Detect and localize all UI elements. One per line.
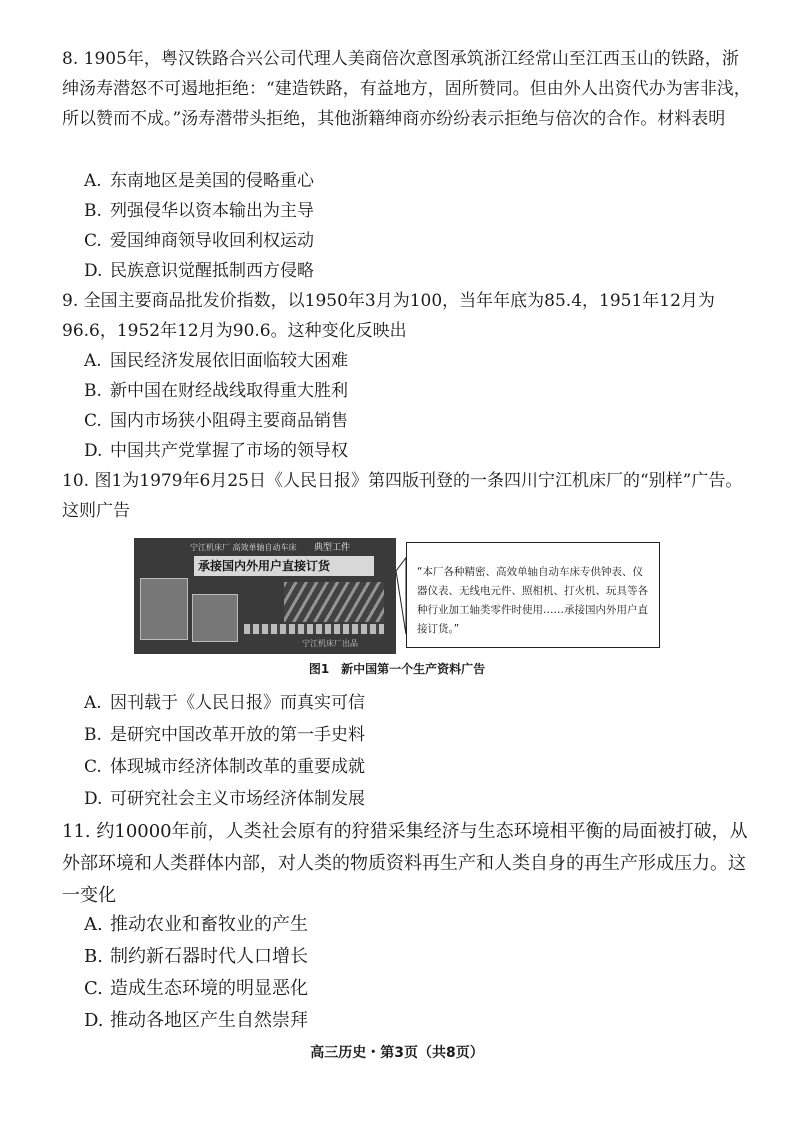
machine-illustration xyxy=(140,578,188,640)
option-text: 可研究社会主义市场经济体制发展 xyxy=(110,789,365,809)
option-b[interactable] xyxy=(84,196,314,226)
option-c[interactable] xyxy=(84,752,365,782)
question-number: 11. xyxy=(62,821,91,842)
option-letter: B. xyxy=(84,725,102,745)
option-b[interactable] xyxy=(84,376,348,406)
option-text: 推动农业和畜牧业的产生 xyxy=(110,914,308,935)
option-c[interactable] xyxy=(84,974,308,1004)
option-a[interactable] xyxy=(84,166,314,196)
machine-illustration xyxy=(192,594,238,642)
question-stem: 约10000年前，人类社会原有的狩猎采集经济与生态环境相平衡的局面被打破，从外部环境和人类群体内部，对人类的物质资料再生产和人类自身的再生产形成压力。这一变化 xyxy=(62,821,748,906)
option-c[interactable] xyxy=(84,406,348,436)
option-letter: B. xyxy=(84,381,102,401)
option-letter: D. xyxy=(84,1010,104,1031)
question-10 xyxy=(62,466,752,526)
option-a[interactable] xyxy=(84,346,348,376)
option-letter: A. xyxy=(84,693,102,713)
photo-topline: 宁江机床厂 高效单轴自动车床 xyxy=(190,543,297,552)
newspaper-ad-photo xyxy=(134,538,396,654)
option-b[interactable] xyxy=(84,942,308,972)
option-letter: B. xyxy=(84,201,102,221)
option-letter: C. xyxy=(84,411,102,431)
option-letter: B. xyxy=(84,946,103,967)
option-letter: D. xyxy=(84,441,103,461)
question-number: 8. xyxy=(62,49,79,69)
option-d[interactable] xyxy=(84,436,348,466)
option-letter: D. xyxy=(84,789,103,809)
callout-pointer xyxy=(396,546,406,646)
option-letter: C. xyxy=(84,757,102,777)
photo-tag: 典型工件 xyxy=(314,543,351,553)
option-text: 国内市场狭小阻碍主要商品销售 xyxy=(110,411,348,431)
quote-box: “本厂各种精密、高效单轴自动车床专供钟表、仪器仪表、无线电元件、照相机、打火机、玩具等各种行业加工轴类零件时使用……承接国内外用户直接订货。” xyxy=(406,542,660,648)
option-d[interactable] xyxy=(84,784,365,814)
option-text: 中国共产党掌握了市场的领导权 xyxy=(110,441,348,461)
option-text: 新中国在财经战线取得重大胜利 xyxy=(110,381,348,401)
figure-caption: 图1 新中国第一个生产资料广告 xyxy=(308,662,486,676)
option-d[interactable] xyxy=(84,256,314,286)
photo-headline: 承接国内外用户直接订货 xyxy=(198,559,331,573)
option-letter: C. xyxy=(84,231,102,251)
question-stem: 图1为1979年6月25日《人民日报》第四版刊登的一条四川宁江机床厂的“别样”广告。这则广告 xyxy=(62,471,743,521)
option-text: 推动各地区产生自然崇拜 xyxy=(110,1010,308,1031)
option-text: 东南地区是美国的侵略重心 xyxy=(110,171,314,191)
option-text: 是研究中国改革开放的第一手史料 xyxy=(110,725,365,745)
option-letter: D. xyxy=(84,261,103,281)
option-letter: C. xyxy=(84,978,103,999)
option-text: 民族意识觉醒抵制西方侵略 xyxy=(110,261,314,281)
option-letter: A. xyxy=(84,171,102,191)
question-11 xyxy=(62,816,752,912)
figure-advertisement xyxy=(134,538,662,654)
option-text: 爱国绅商领导收回利权运动 xyxy=(110,231,314,251)
option-b[interactable] xyxy=(84,720,365,750)
option-text: 列强侵华以资本输出为主导 xyxy=(110,201,314,221)
option-text: 因刊载于《人民日报》而真实可信 xyxy=(110,693,365,713)
question-stem: 全国主要商品批发价指数，以1950年3月为100，当年年底为85.4，1951年12月为96.6，1952年12月为90.6。这种变化反映出 xyxy=(62,291,715,341)
option-letter: A. xyxy=(84,351,102,371)
option-c[interactable] xyxy=(84,226,314,256)
option-a[interactable] xyxy=(84,910,308,940)
option-d[interactable] xyxy=(84,1006,308,1036)
workpieces-illustration xyxy=(284,582,384,622)
option-a[interactable] xyxy=(84,688,365,718)
question-stem: 1905年，粤汉铁路合兴公司代理人美商倍次意图承筑浙江经常山至江西玉山的铁路，浙绅汤寿潜怒不可遏地拒绝：“建造铁路，有益地方，固所赞同。但由外人出资代办为害非浅，所以赞而不成。”汤寿潜带头拒绝，其他浙籍绅商亦纷纷表示拒绝与倍次的合作。材料表明 xyxy=(62,49,751,129)
question-9 xyxy=(62,286,752,346)
option-text: 造成生态环境的明显恶化 xyxy=(110,978,308,999)
text-lines xyxy=(244,624,384,634)
option-letter: A. xyxy=(84,914,103,935)
photo-foot: 宁江机床厂出品 xyxy=(302,639,358,648)
question-8 xyxy=(62,44,752,134)
option-text: 制约新石器时代人口增长 xyxy=(110,946,308,967)
question-number: 9. xyxy=(62,291,79,311)
option-text: 国民经济发展依旧面临较大困难 xyxy=(110,351,348,371)
question-number: 10. xyxy=(62,471,90,491)
option-text: 体现城市经济体制改革的重要成就 xyxy=(110,757,365,777)
page-footer: 高三历史・第3页（共8页） xyxy=(310,1045,484,1061)
